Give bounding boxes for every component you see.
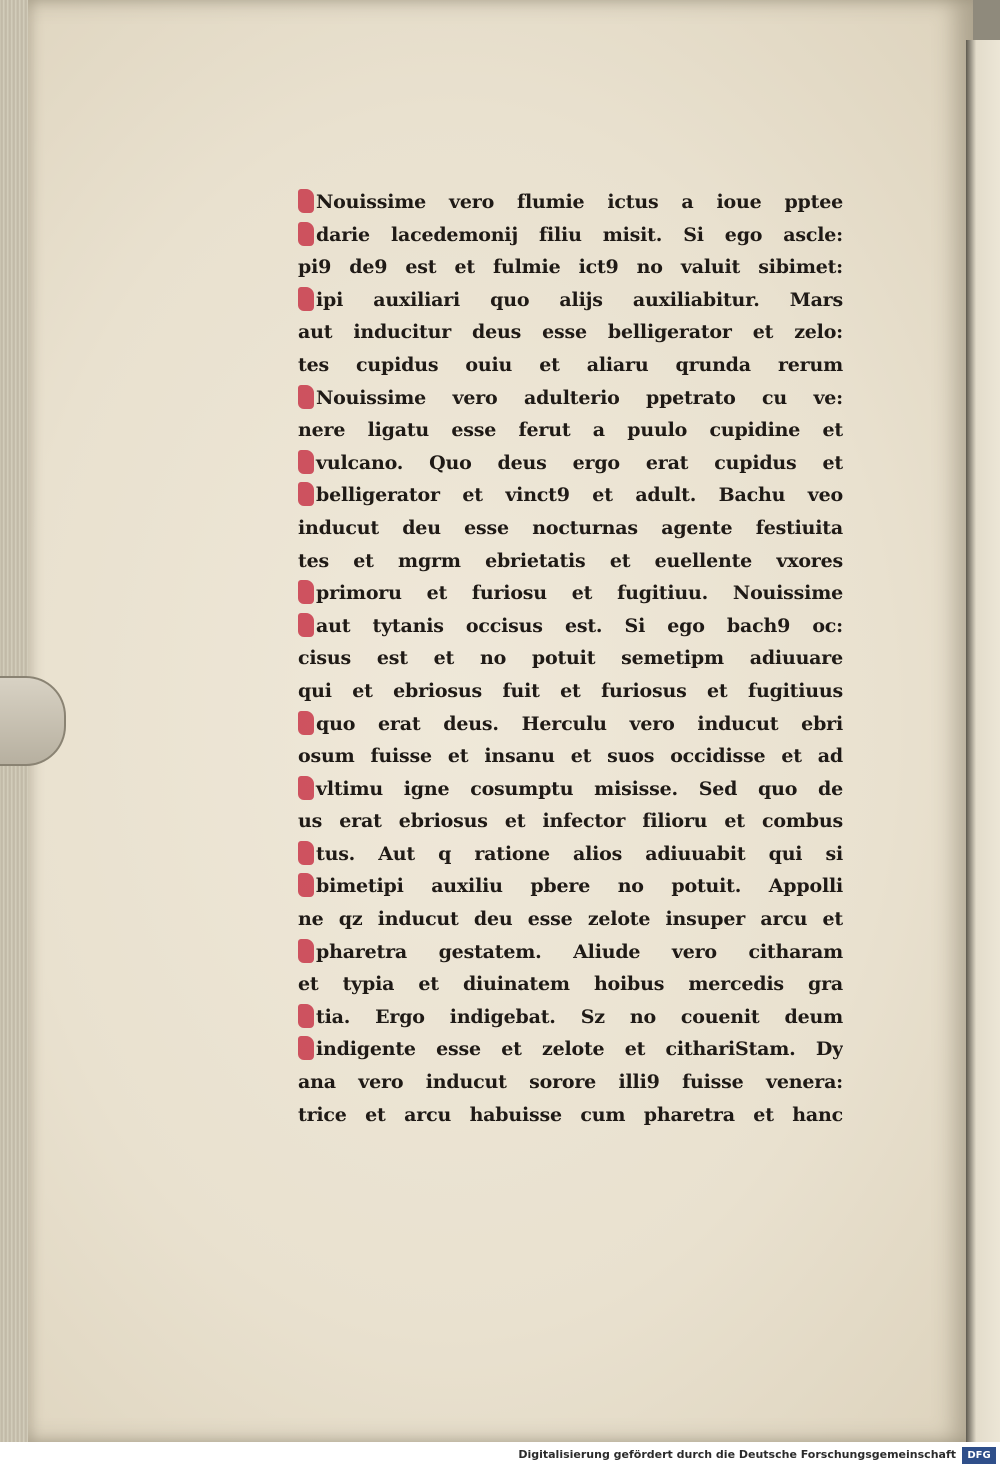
text-line-content: pharetra gestatem. Aliude vero citharam [316,940,843,963]
text-line [298,870,843,903]
text-line-content: ipi auxiliari quo alijs auxiliabitur. Mars [316,288,843,311]
rubric-initial-icon [298,580,314,604]
text-line [298,512,843,545]
text-line-content: et typia et diuinatem hoibus mercedis gra [298,973,843,996]
text-line-content: us erat ebriosus et infector filioru et combus [298,810,843,833]
text-line [298,414,843,447]
text-line-content: quo erat deus. Herculu vero inducut ebri [316,712,843,735]
rubric-initial-icon [298,873,314,897]
text-line-content: tus. Aut q ratione alios adiuuabit qui si [316,842,843,865]
rubric-initial-icon [298,776,314,800]
text-line-content: tes et mgrm ebrietatis et euellente vxores [298,549,843,572]
text-line-content: aut inducitur deus esse belligerator et zelo: [298,321,843,344]
text-line [298,610,843,643]
text-line [298,675,843,708]
funding-credit: Digitalisierung gefördert durch die Deutsche Forschungsgemeinschaft [518,1448,956,1461]
dfg-logo: DFG [962,1447,996,1464]
text-line-content: tes cupidus ouiu et aliaru qrunda rerum [298,353,843,376]
text-line-content: primoru et furiosu et fugitiuu. Nouissime [316,582,843,605]
text-line [298,545,843,578]
rubric-initial-icon [298,613,314,637]
rubric-initial-icon [298,385,314,409]
text-line [298,219,843,252]
rubric-initial-icon [298,482,314,506]
text-line-content: vltimu igne cosumptu misisse. Sed quo de [316,777,843,800]
text-line-content: trice et arcu habuisse cum pharetra et hanc [298,1103,843,1126]
text-line-content: Nouissime vero adulterio ppetrato cu ve: [316,386,843,409]
text-line [298,708,843,741]
text-line [298,577,843,610]
rubric-initial-icon [298,939,314,963]
footer-bar [0,1442,1000,1471]
text-line [298,284,843,317]
text-line [298,1033,843,1066]
text-line [298,968,843,1001]
rubric-initial-icon [298,189,314,213]
text-line-content: belligerator et vinct9 et adult. Bachu veo [316,484,843,507]
text-line [298,349,843,382]
text-line [298,447,843,480]
text-line-content: darie lacedemonij filiu misit. Si ego ascle: [316,223,843,246]
text-line [298,903,843,936]
text-block [298,186,843,1131]
text-line-content: pi9 de9 est et fulmie ict9 no valuit sibimet: [298,256,843,279]
text-line [298,382,843,415]
right-page-edge [966,40,1000,1442]
text-line [298,642,843,675]
text-line-content: ne qz inducut deu esse zelote insuper arcu et [298,908,843,931]
text-line [298,251,843,284]
text-line-content: ana vero inducut sorore illi9 fuisse venera: [298,1071,843,1094]
text-line [298,479,843,512]
text-line-content: inducut deu esse nocturnas agente festiuita [298,516,843,539]
text-line-content: vulcano. Quo deus ergo erat cupidus et [316,451,843,474]
text-line-content: tia. Ergo indigebat. Sz no couenit deum [316,1005,843,1028]
rubric-initial-icon [298,287,314,311]
rubric-initial-icon [298,1036,314,1060]
text-line-content: cisus est et no potuit semetipm adiuuare [298,647,843,670]
text-line-content: aut tytanis occisus est. Si ego bach9 oc: [316,614,843,637]
text-line [298,773,843,806]
text-line [298,805,843,838]
text-line [298,1099,843,1132]
rubric-initial-icon [298,450,314,474]
text-line-content: indigente esse et zelote et cithariStam. Dy [316,1038,843,1061]
text-line [298,1066,843,1099]
text-line-content: bimetipi auxiliu pbere no potuit. Appolli [316,875,843,898]
text-line [298,838,843,871]
text-line [298,316,843,349]
text-line [298,936,843,969]
text-line-content: nere ligatu esse ferut a puulo cupidine et [298,419,843,442]
text-line [298,740,843,773]
rubric-initial-icon [298,841,314,865]
text-line-content: Nouissime vero flumie ictus a ioue pptee [316,191,843,213]
text-line [298,186,843,219]
rubric-initial-icon [298,1004,314,1028]
rubric-initial-icon [298,222,314,246]
text-line-content: osum fuisse et insanu et suos occidisse et ad [298,745,843,768]
rubric-initial-icon [298,711,314,735]
text-line-content: qui et ebriosus fuit et furiosus et fugitiuus [298,679,843,702]
text-line [298,1001,843,1034]
